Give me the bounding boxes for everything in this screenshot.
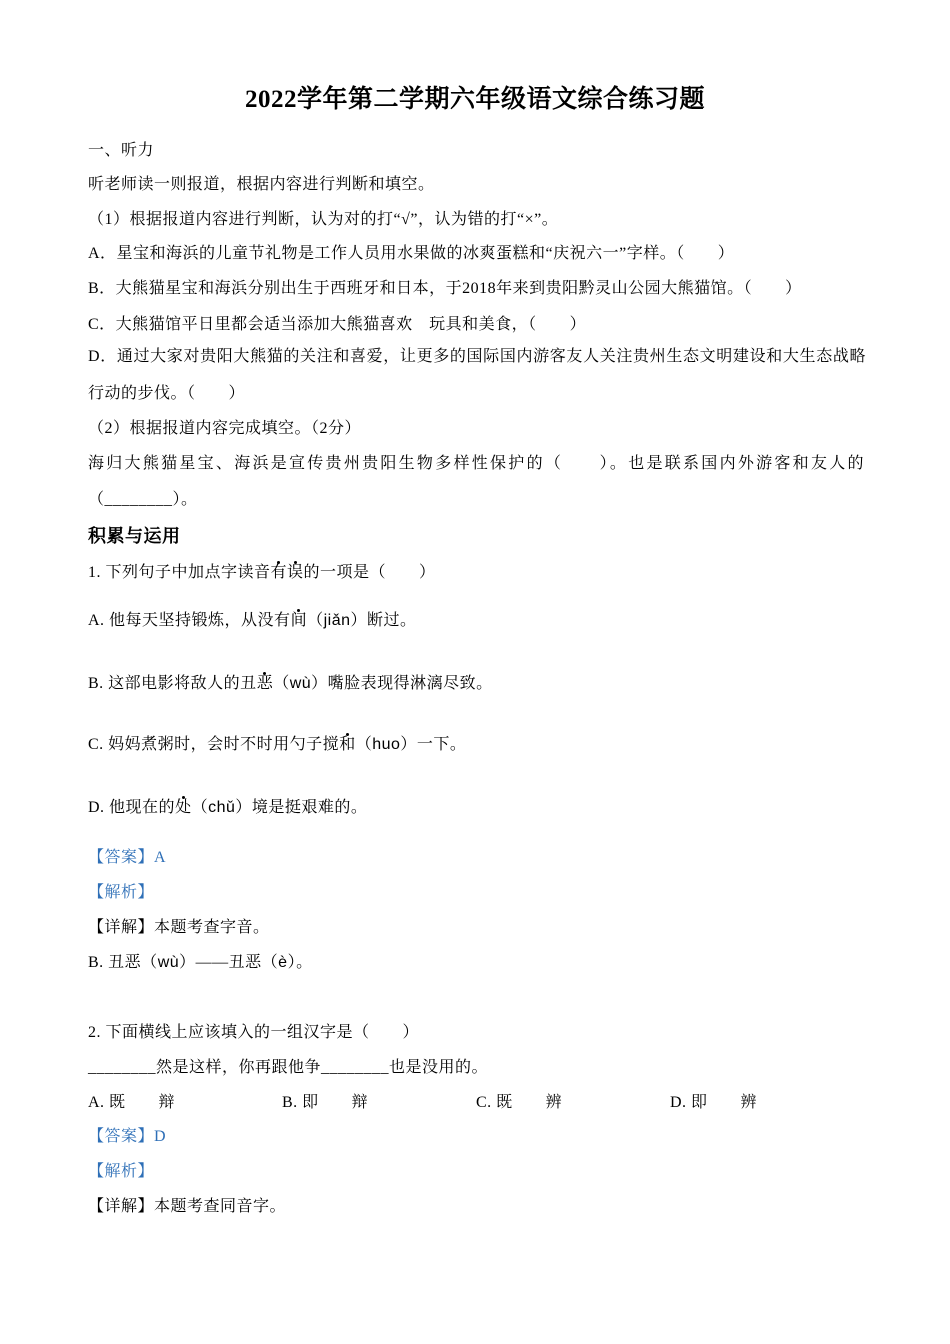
dotted-char: 和 [339,736,356,753]
explanation-text: ）。 [287,954,313,971]
option-text: （ [273,675,290,692]
option-text: A. 他每天坚持锻炼，从没有 [88,612,291,629]
q2-option-a: A. 既 辩 [88,1094,176,1111]
q1-option-c [88,733,466,757]
sentence-text: 也是没用的。 [389,1059,489,1076]
q1-prompt-text: 的一项是（ ） [303,564,436,581]
q1-dotted-char: 有 [270,564,288,581]
option-text: C. 妈妈煮粥时，会时不时用勺子搅 [88,736,340,753]
dotted-char: 恶 [256,675,274,692]
pinyin: huo [372,736,401,753]
detail-text: 本题考查字音。 [154,919,270,936]
q2-detail [88,1195,286,1219]
option-text: ）嘴脸表现得淋漓尽致。 [311,675,493,692]
explanation-text: ）——丑恶（ [179,954,279,971]
detail-tag: 【详解】 [88,1198,155,1215]
q1-option-a [88,609,417,633]
q1-option-d [88,796,367,820]
sentence-text: 然是这样，你再跟他争 [156,1059,322,1076]
q2-sentence [88,1056,488,1080]
q2-analysis-tag: 【解析】 [88,1163,155,1180]
q1-option-b [88,672,493,696]
option-text: ）境是挺艰难的。 [235,799,368,816]
option-text: ）断过。 [350,612,417,629]
judgement-prompt: （1）根据报道内容进行判断，认为对的打“√”，认为错的打“×”。 [88,211,559,228]
q1-dotted-char: 误 [287,564,304,581]
q1-answer [88,846,166,870]
fill-in-prompt: （2）根据报道内容完成填空。（2分） [88,420,362,437]
answer-value: D [154,1128,167,1145]
dotted-char: 间 [290,612,308,629]
judgement-item-d-line1: D．通过大家对贵阳大熊猫的关注和喜爱，让更多的国际国内游客友人关注贵州生态文明建设和大生态战略 [88,348,866,365]
section-heading-accumulation: 积累与运用 [88,526,181,546]
option-text: （ [355,736,373,753]
dotted-char: 处 [175,799,192,816]
q2-option-c: C. 既 辨 [476,1094,563,1111]
option-text: B. 这部电影将敌人的丑 [88,675,257,692]
q1-explanation [88,951,313,975]
q1-analysis-tag: 【解析】 [88,884,155,901]
pinyin: jiǎn [323,612,351,629]
q1-prompt-text: 1. 下列句子中加点字读音 [88,564,271,581]
explanation-text: B. 丑恶（ [88,954,158,971]
q2-prompt: 2. 下面横线上应该填入的一组汉字是（ ） [88,1024,420,1041]
fill-in-line2: （________）。 [88,491,198,508]
q2-answer [88,1125,166,1149]
q1-detail [88,916,270,940]
judgement-item-c: C．大熊猫馆平日里都会适当添加大熊猫喜欢 玩具和美食，（ ） [88,316,587,333]
blank: ________ [321,1059,390,1076]
judgement-item-d-line2: 行动的步伐。（ ） [88,385,246,402]
answer-tag: 【答案】 [88,849,155,866]
listening-instruction: 听老师读一则报道，根据内容进行判断和填空。 [88,176,435,193]
q1-prompt [88,561,436,585]
pinyin: wù [289,675,312,692]
page-title: 2022学年第二学期六年级语文综合练习题 [244,86,705,113]
blank: ________ [88,1059,156,1076]
fill-in-line1: 海归大熊猫星宝、海浜是宣传贵州贵阳生物多样性保护的（ ）。也是联系国内外游客和友人的 [88,455,864,472]
answer-value: A [154,849,167,866]
detail-text: 本题考查同音字。 [154,1198,287,1215]
option-text: ）一下。 [400,736,467,753]
pinyin: è [278,954,288,971]
option-text: （ [191,799,209,816]
judgement-item-b: B．大熊猫星宝和海浜分别出生于西班牙和日本，于2018年来到贵阳黔灵山公园大熊猫馆。（ ） [88,280,802,297]
pinyin: wù [157,954,180,971]
option-text: （ [307,612,324,629]
answer-tag: 【答案】 [88,1128,155,1145]
section-heading-listening: 一、听力 [88,142,155,159]
detail-tag: 【详解】 [88,919,155,936]
q2-option-b: B. 即 辩 [282,1094,369,1111]
option-text: D. 他现在的 [88,799,176,816]
judgement-item-a: A．星宝和海浜的儿童节礼物是工作人员用水果做的冰爽蛋糕和“庆祝六一”字样。（ ） [88,245,735,262]
pinyin: chǔ [208,799,236,816]
q2-option-d: D. 即 辨 [670,1094,758,1111]
